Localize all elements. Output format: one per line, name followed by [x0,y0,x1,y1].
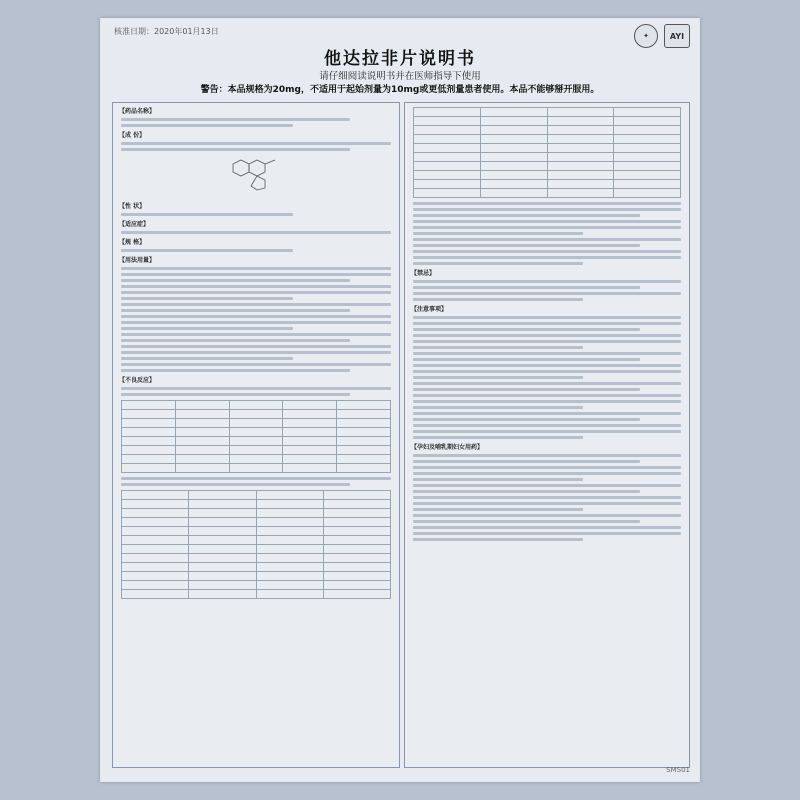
approval-date: 核准日期：2020年01月13日 [114,27,219,36]
warning-text: 警告：本品规格为20mg，不适用于起始剂量为10mg或更低剂量患者使用。本品不能够掰开服用。 [200,85,600,95]
text-line [413,400,681,403]
text-line [413,508,583,511]
text-line [413,340,681,343]
text-line [413,328,640,331]
text-line [413,226,681,229]
text-line [413,538,583,541]
document-title: 他达拉非片说明书 [324,49,476,69]
text-line [121,279,350,282]
text-line [121,333,391,336]
text-line [413,280,681,283]
text-line [413,430,681,433]
text-line [413,424,681,427]
text-line [121,273,391,276]
text-line [413,286,640,289]
text-line [413,406,583,409]
document-code: SMS01 [666,766,690,774]
brand-logo: AYI [664,24,690,48]
section-heading: 【性 状】 [119,203,146,210]
text-line [413,352,681,355]
text-line [413,394,681,397]
text-line [121,327,293,330]
text-line [413,322,681,325]
text-line [413,316,681,319]
text-line [121,213,293,216]
right-column [404,102,690,768]
text-line [121,148,350,151]
adverse-reaction-table-2 [121,490,391,599]
text-line [413,484,681,487]
text-line [413,376,583,379]
text-line [121,321,391,324]
section-heading: 【适应症】 [119,221,150,228]
text-line [413,232,583,235]
text-line [413,502,681,505]
text-line [121,339,350,342]
adverse-reaction-table [121,400,391,473]
text-line [413,238,681,241]
text-line [121,393,350,396]
text-line [413,532,681,535]
text-line [121,351,391,354]
text-line [413,346,583,349]
text-line [413,370,681,373]
text-line [121,297,293,300]
section-heading: 【不良反应】 [119,377,156,384]
text-line [121,118,350,121]
text-line [121,363,391,366]
text-line [413,262,583,265]
text-line [413,208,681,211]
text-line [121,477,391,480]
text-line [413,382,681,385]
text-line [121,357,293,360]
text-line [413,202,681,205]
text-line [413,490,640,493]
text-line [121,303,391,306]
text-line [413,388,640,391]
section-heading: 【注意事项】 [411,306,448,313]
text-line [413,250,681,253]
text-line [121,309,350,312]
text-line [121,483,350,486]
chemical-structure-icon [223,156,283,192]
section-heading: 【药品名称】 [119,108,156,115]
text-line [121,369,350,372]
text-line [413,292,681,295]
text-line [413,412,681,415]
section-heading: 【用法用量】 [119,257,156,264]
text-line [121,285,391,288]
text-line [413,418,640,421]
text-line [413,298,583,301]
company-seal-icon: ✦ [634,24,658,48]
text-line [413,478,583,481]
adverse-reaction-table-3 [413,107,681,198]
text-line [121,231,391,234]
text-line [413,256,681,259]
text-line [121,345,391,348]
text-line [413,520,640,523]
text-line [413,334,681,337]
text-line [121,249,293,252]
section-heading: 【孕妇及哺乳期妇女用药】 [411,444,484,451]
text-line [413,244,640,247]
text-line [121,315,391,318]
text-line [413,364,681,367]
text-line [413,454,681,457]
text-line [121,124,293,127]
section-heading: 【规 格】 [119,239,146,246]
text-line [413,514,681,517]
text-line [121,267,391,270]
leaflet-sheet [100,18,700,782]
text-line [413,436,583,439]
text-line [413,472,681,475]
text-line [121,291,391,294]
text-line [121,142,391,145]
left-column [112,102,400,768]
text-line [413,220,681,223]
text-line [413,496,681,499]
text-line [413,214,640,217]
text-line [413,526,681,529]
text-line [413,460,640,463]
text-line [413,358,640,361]
text-line [121,387,391,390]
section-heading: 【禁忌】 [411,270,436,277]
text-line [413,466,681,469]
section-heading: 【成 份】 [119,132,146,139]
document-subtitle: 请仔细阅读说明书并在医师指导下使用 [319,71,481,82]
